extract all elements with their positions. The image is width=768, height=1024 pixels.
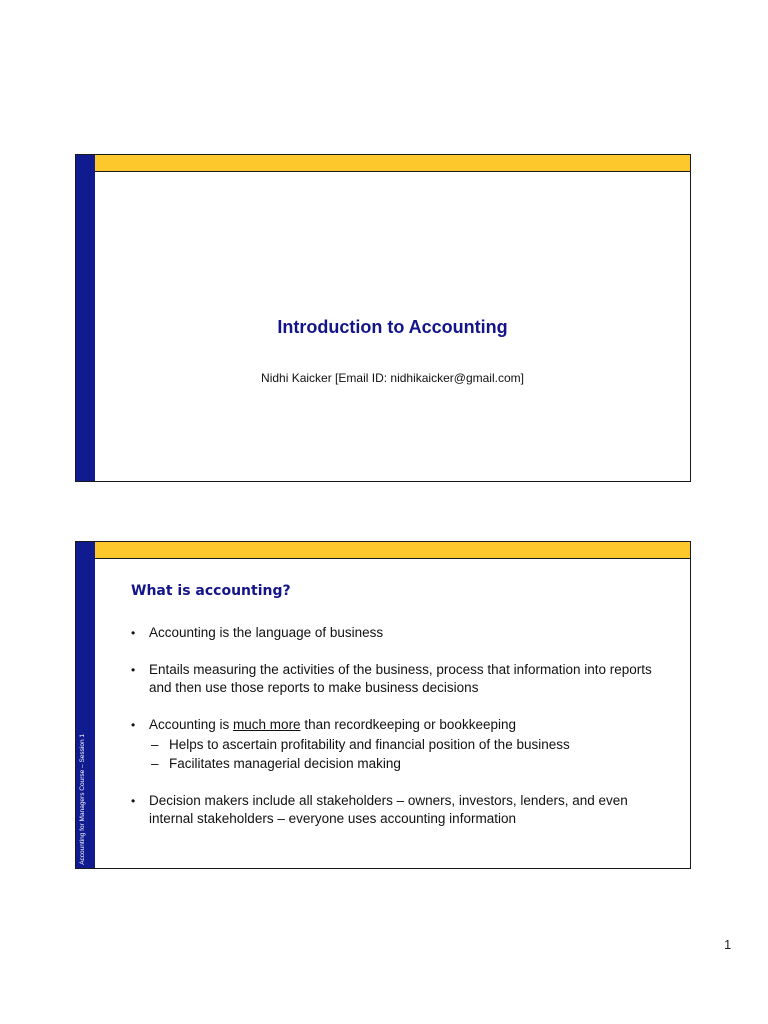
section-heading: What is accounting?: [131, 583, 291, 599]
sub-bullet-text: Facilitates managerial decision making: [169, 756, 401, 771]
bullet-text: Decision makers include all stakeholders – owners, investors, lenders, and even internal stakeholders – everyone uses accounting information: [149, 793, 628, 826]
title-slide: [75, 154, 691, 482]
slide-title: Introduction to Accounting: [277, 317, 508, 337]
bullet-list: [131, 624, 670, 828]
sub-bullet-text: Helps to ascertain profitability and financial position of the business: [169, 737, 570, 752]
bullet-text-before: Accounting is: [149, 717, 234, 732]
bullet-text: Accounting is the language of business: [149, 625, 384, 640]
bullet-text-after: than recordkeeping or bookkeeping: [300, 717, 516, 732]
bullet-text-underlined: much more: [233, 717, 301, 732]
content-slide: [75, 541, 691, 869]
bullet-icon: •: [131, 718, 136, 732]
sub-bullet-list: [149, 735, 670, 773]
bullet-item: [131, 792, 670, 828]
slide-top-band: [95, 542, 690, 559]
bullet-item: [131, 661, 670, 697]
bullet-icon: •: [131, 663, 136, 677]
dash-icon: –: [151, 737, 159, 752]
bullet-item: [131, 716, 670, 773]
slide-side-bar: [76, 542, 95, 868]
page-number: 1: [724, 937, 732, 952]
author-line: Nidhi Kaicker [Email ID: nidhikaicker@gmail.com]: [261, 371, 524, 385]
course-caption: Accounting for Managers Course – Session 1: [79, 734, 86, 865]
bullet-item: [131, 624, 670, 642]
sub-bullet-item: [149, 754, 670, 773]
bullet-text: Entails measuring the activities of the business, process that information into reports and then use those reports to make business decisions: [149, 662, 652, 695]
slide-top-band: [95, 155, 690, 172]
bullet-icon: •: [131, 794, 136, 808]
dash-icon: –: [151, 756, 159, 771]
bullet-icon: •: [131, 626, 136, 640]
sub-bullet-item: [149, 735, 670, 754]
slide-side-bar: [76, 155, 95, 481]
